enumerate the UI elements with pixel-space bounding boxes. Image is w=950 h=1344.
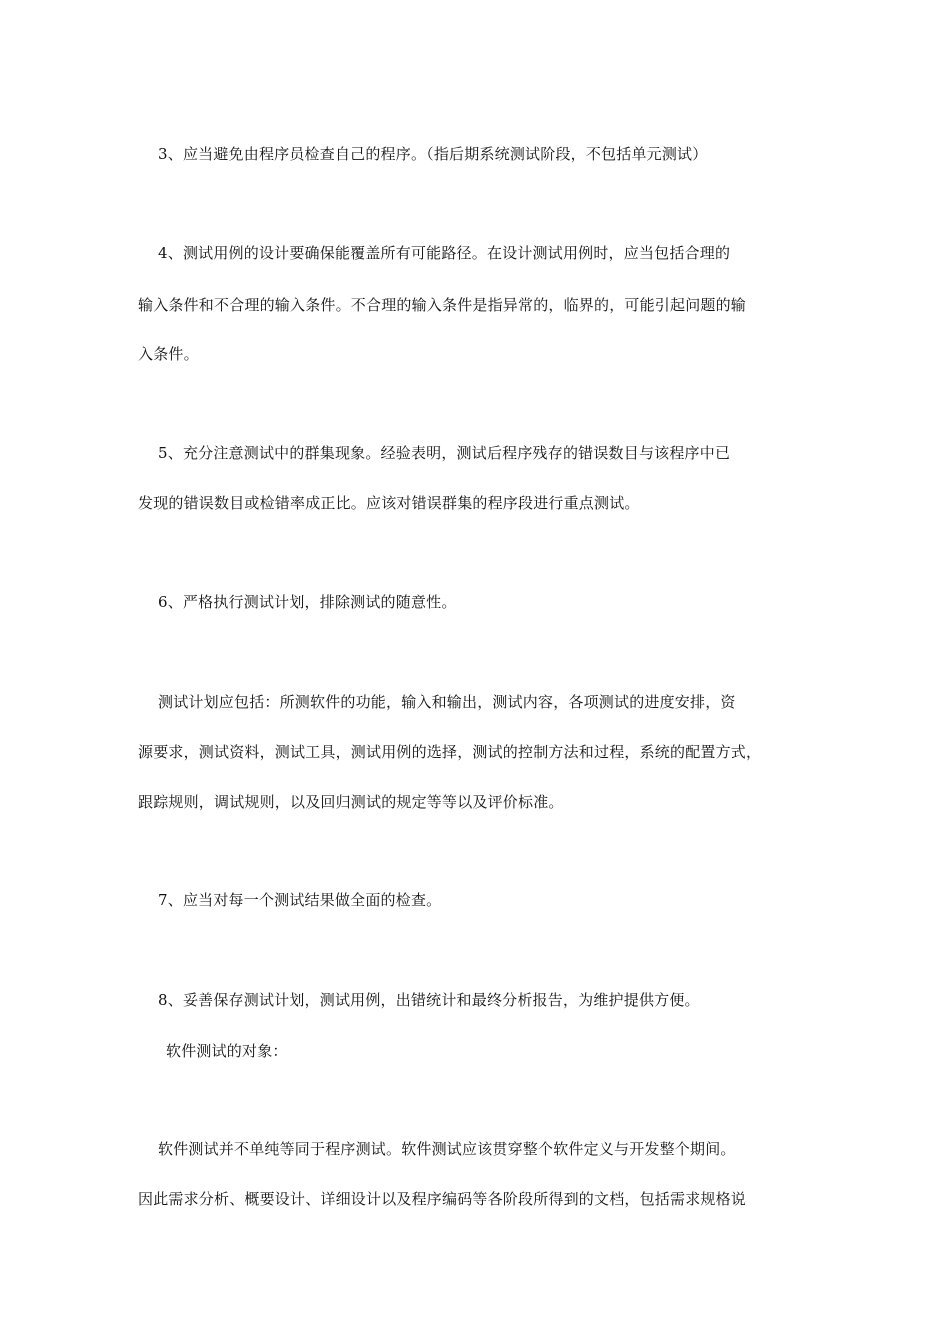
section-heading-test-objects: 软件测试的对象： [166,1042,288,1060]
principle-4-line-2: 输入条件和不合理的输入条件。不合理的输入条件是指异常的，临界的，可能引起问题的输 [138,296,747,314]
principle-7-line: 7、应当对每一个测试结果做全面的检查。 [158,891,442,909]
principle-4-line-1: 4、测试用例的设计要确保能覆盖所有可能路径。在设计测试用例时，应当包括合理的 [158,244,731,262]
test-plan-line-3: 跟踪规则，调试规则，以及回归测试的规定等等以及评价标准。 [138,793,564,811]
test-objects-line-2: 因此需求分析、概要设计、详细设计以及程序编码等各阶段所得到的文档，包括需求规格说 [138,1190,747,1208]
principle-5-line-2: 发现的错误数目或检错率成正比。应该对错误群集的程序段进行重点测试。 [138,494,640,512]
principle-5-line-1: 5、充分注意测试中的群集现象。经验表明，测试后程序残存的错误数目与该程序中已 [158,444,731,462]
principle-3-line: 3、应当避免由程序员检查自己的程序。（指后期系统测试阶段，不包括单元测试） [158,145,708,163]
test-objects-line-1: 软件测试并不单纯等同于程序测试。软件测试应该贯穿整个软件定义与开发整个期间。 [158,1140,736,1158]
principle-6-line: 6、严格执行测试计划，排除测试的随意性。 [158,593,457,611]
principle-8-line: 8、妥善保存测试计划，测试用例，出错统计和最终分析报告，为维护提供方便。 [158,991,700,1009]
principle-4-line-3: 入条件。 [138,345,199,363]
test-plan-line-2: 源要求，测试资料，测试工具，测试用例的选择，测试的控制方法和过程，系统的配置方式， [138,743,762,761]
test-plan-line-1: 测试计划应包括：所测软件的功能，输入和输出，测试内容，各项测试的进度安排，资 [158,693,736,711]
